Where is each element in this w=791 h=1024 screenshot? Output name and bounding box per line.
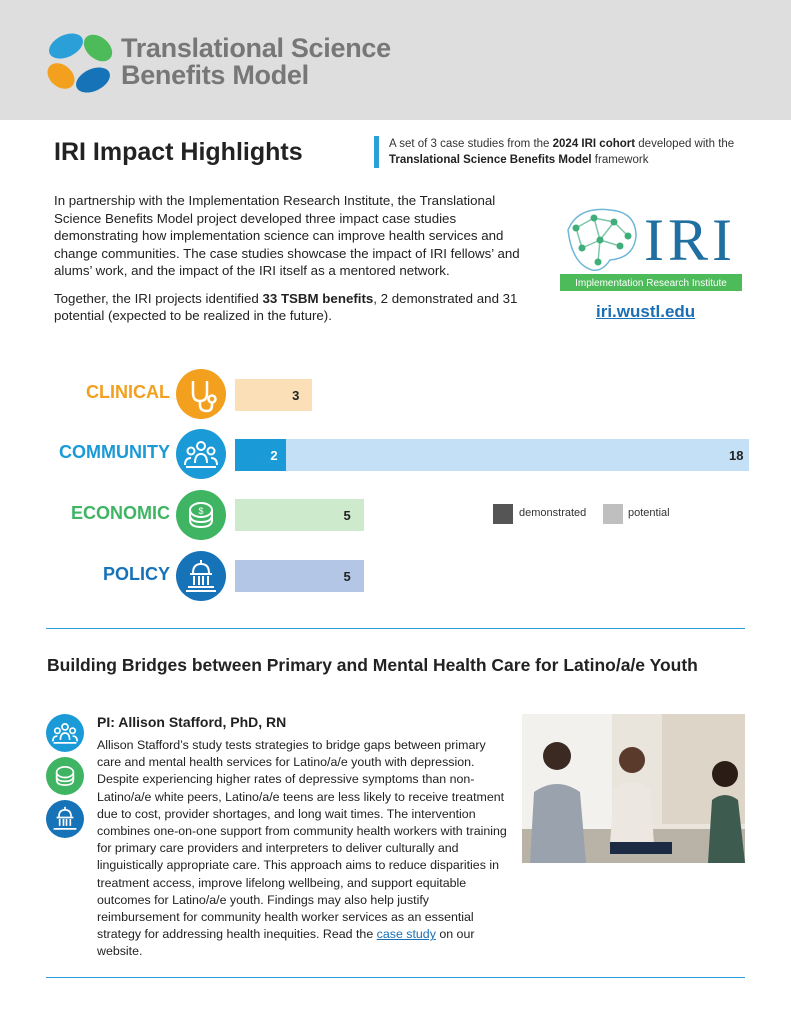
- capitol-building-icon: [176, 551, 226, 601]
- legend-swatch-potential: [603, 504, 623, 524]
- coins-icon: [46, 757, 84, 795]
- logo-line-1: Translational Science: [121, 33, 391, 63]
- header-banner: [0, 0, 791, 120]
- intro-paragraph-2: [54, 290, 544, 325]
- label-clinical-potential: 3: [292, 388, 300, 403]
- case-body-text: Allison Stafford’s study tests strategies to bridge gaps between primary care and mental health services for Latino/a/e youth with depression. Despite experiencing higher rates of depressive symptoms than non-Latino/a/e white peers, Latino/a/e teens are less likely to receive treatment due to cost, provider shortages, and long wait times. The intervention combines one-on-one support from community health workers with training for primary care providers and interpreters to deliver culturally and linguistically appropriate care. This approach aims to reduce disparities in treatment access, improve lifelong wellbeing, and support equitable outcomes for Latino/a/e youth. Findings may also help justify reimbursement for community health worker services as an essential strategy for addressing health inequities. Read the: [97, 738, 507, 942]
- label-economic-potential: 5: [343, 508, 351, 523]
- tsbm-logo-icon: [44, 28, 116, 98]
- iri-logo-letters: IRI: [644, 207, 736, 273]
- intro-p2-a: Together, the IRI projects identified: [54, 290, 263, 306]
- label-policy-potential: 5: [343, 569, 351, 584]
- capitol-building-icon: [46, 800, 84, 838]
- legend-label-potential: potential: [628, 507, 670, 519]
- logo-line-2: Benefits Model: [121, 60, 309, 90]
- intro-paragraph-1: In partnership with the Implementation Research Institute, the Translational Science Benefits Model project developed three impact case studies demonstrating how implementation science can improve health services and change communities. The case studies showcase the impact of IRI fellows’ and alums’ work, and the impact of the IRI itself as a mentored network.: [54, 193, 520, 278]
- chart-label-clinical: CLINICAL: [86, 382, 170, 402]
- section-divider-top: [46, 628, 745, 629]
- intro-p2-c: , 2 demonstrated and 31 potential (expected to be realized in the future).: [54, 290, 518, 323]
- intro-text: [54, 192, 544, 335]
- legend-swatch-demonstrated: [493, 504, 513, 524]
- people-group-icon: [176, 429, 226, 479]
- svg-text:$: $: [198, 506, 204, 516]
- page-subtitle: [374, 136, 769, 168]
- subtitle-cohort: 2024 IRI cohort: [552, 138, 636, 150]
- case-study-body: [97, 737, 507, 961]
- intro-benefit-count: 33 TSBM benefits: [262, 290, 374, 306]
- subtitle-framework: Translational Science Benefits Model: [389, 154, 592, 166]
- iri-logo-caption: Implementation Research Institute: [575, 278, 727, 289]
- iri-logo: [558, 200, 744, 295]
- case-study-title: Building Bridges between Primary and Mental Health Care for Latino/a/e Youth: [47, 655, 698, 675]
- chart-label-policy: POLICY: [102, 564, 170, 584]
- subtitle-part-c: developed with the: [635, 138, 735, 150]
- section-divider-bottom: [46, 977, 745, 978]
- stethoscope-icon: [176, 369, 226, 419]
- label-community-demonstrated: 2: [270, 448, 278, 463]
- subtitle-part-a: A set of 3 case studies from the: [389, 138, 553, 150]
- bar-community-demonstrated: [235, 439, 286, 471]
- tsbm-logo-text: [121, 35, 391, 89]
- page-title: IRI Impact Highlights: [54, 138, 303, 166]
- case-study-link[interactable]: case study: [376, 927, 436, 942]
- label-community-potential: 18: [729, 448, 744, 463]
- counseling-photo: [522, 714, 745, 863]
- iri-website-link[interactable]: iri.wustl.edu: [596, 302, 696, 321]
- chart-label-economic: ECONOMIC: [71, 503, 170, 523]
- case-body-end: on our website.: [97, 927, 475, 959]
- people-group-icon: [46, 714, 84, 752]
- bar-community-potential: [286, 439, 749, 471]
- chart-label-community: COMMUNITY: [59, 442, 170, 462]
- coins-icon: [176, 490, 226, 540]
- subtitle-part-e: framework: [591, 154, 649, 166]
- bar-clinical-potential: [235, 379, 312, 411]
- principal-investigator: PI: Allison Stafford, PhD, RN: [97, 714, 287, 730]
- legend-label-demonstrated: demonstrated: [519, 507, 587, 519]
- benefits-chart: [0, 365, 791, 605]
